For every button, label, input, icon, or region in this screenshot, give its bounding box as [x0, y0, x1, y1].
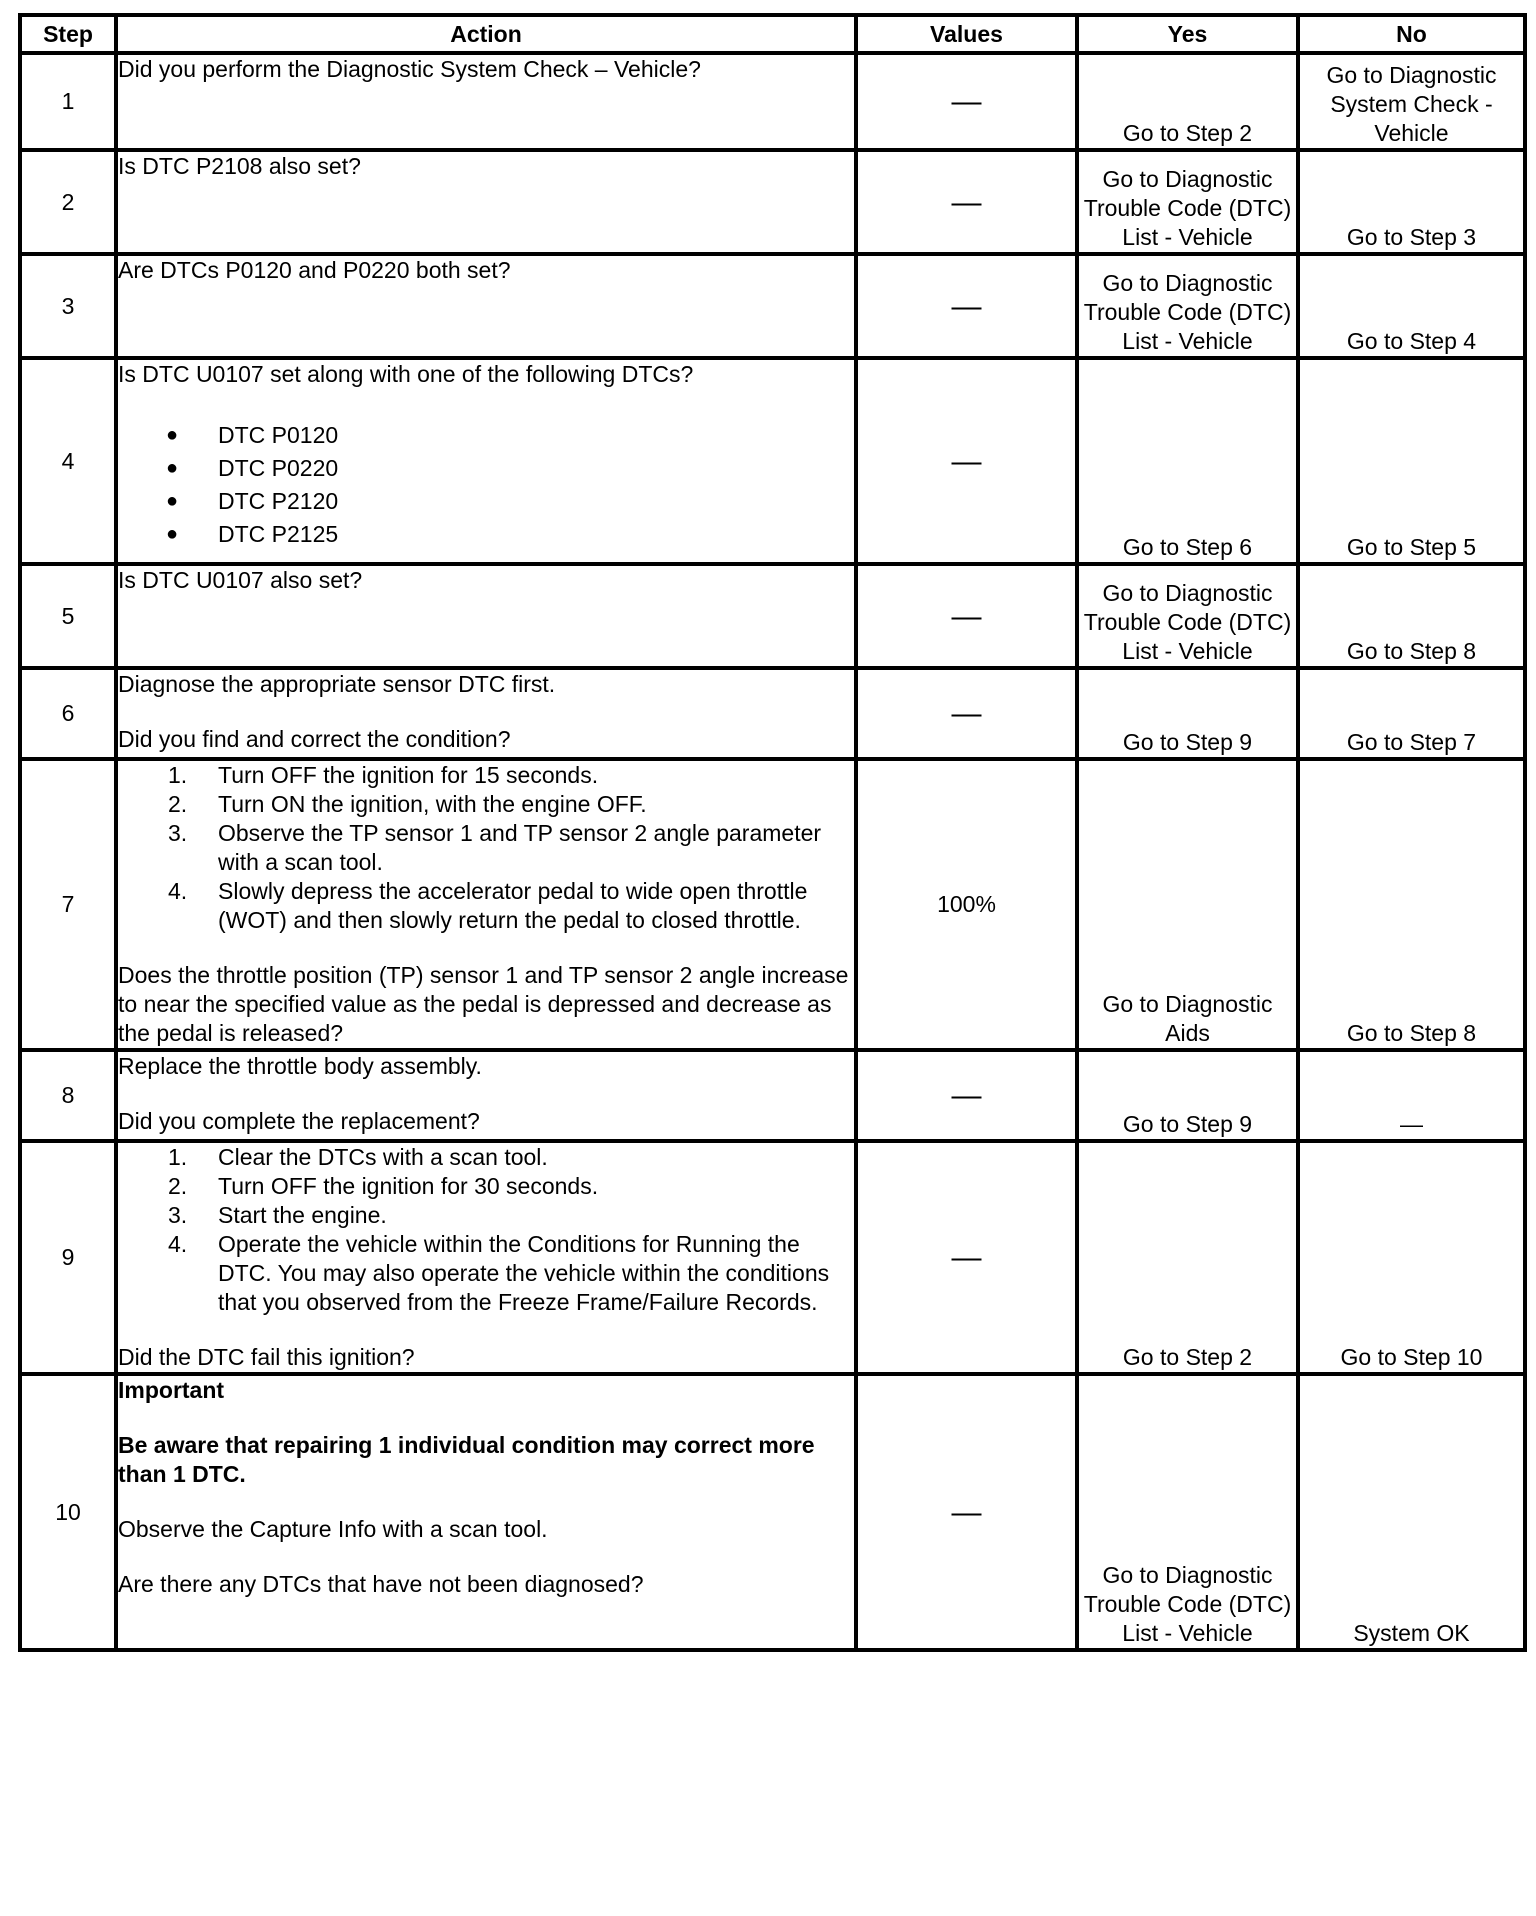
step-number: 3: [20, 254, 116, 358]
values-cell: —: [856, 564, 1077, 668]
header-yes: Yes: [1077, 15, 1298, 53]
procedure-step: Slowly depress the accelerator pedal to wide open throttle (WOT) and then slowly return the pedal to closed throttle.: [218, 878, 808, 933]
procedure-list: [118, 761, 854, 935]
action-question: Did the DTC fail this ignition?: [118, 1344, 415, 1370]
procedure-step: Turn ON the ignition, with the engine OFF.: [218, 791, 647, 817]
action-question: Is DTC U0107 set along with one of the following DTCs?: [118, 361, 694, 387]
yes-cell: Go to Diagnostic Aids: [1077, 759, 1298, 1050]
action-instruction: Replace the throttle body assembly.: [118, 1053, 482, 1079]
no-cell: Go to Step 8: [1298, 564, 1525, 668]
action-instruction: Observe the Capture Info with a scan tool.: [118, 1516, 548, 1542]
action-cell: [116, 759, 856, 1050]
yes-cell: Go to Step 6: [1077, 358, 1298, 564]
step-number: 10: [20, 1374, 116, 1650]
table-row: [20, 668, 1525, 759]
yes-cell: Go to Step 9: [1077, 1050, 1298, 1141]
header-values: Values: [856, 15, 1077, 53]
no-cell: —: [1298, 1050, 1525, 1141]
header-step: Step: [20, 15, 116, 53]
step-number: 6: [20, 668, 116, 759]
yes-cell: Go to Diagnostic Trouble Code (DTC) List - Vehicle: [1077, 150, 1298, 254]
procedure-step: Operate the vehicle within the Conditions for Running the DTC. You may also operate the vehicle within the conditions that you observed from the Freeze Frame/Failure Records.: [218, 1231, 830, 1315]
bullet-icon: ●: [166, 457, 179, 479]
important-note: Be aware that repairing 1 individual condition may correct more than 1 DTC.: [118, 1432, 815, 1487]
step-number: 5: [20, 564, 116, 668]
yes-cell: Go to Step 9: [1077, 668, 1298, 759]
values-cell: —: [856, 1050, 1077, 1141]
step-number: 8: [20, 1050, 116, 1141]
values-cell: —: [856, 150, 1077, 254]
no-cell: Go to Step 4: [1298, 254, 1525, 358]
procedure-step: Observe the TP sensor 1 and TP sensor 2 angle parameter with a scan tool.: [218, 820, 822, 875]
no-cell: Go to Step 7: [1298, 668, 1525, 759]
action-question: Does the throttle position (TP) sensor 1 and TP sensor 2 angle increase to near the specified value as the pedal is depressed and decrease as the pedal is released?: [118, 962, 849, 1046]
list-item: 1. Turn OFF the ignition for 15 seconds.: [168, 762, 599, 788]
table-row: [20, 254, 1525, 358]
no-cell: Go to Diagnostic System Check - Vehicle: [1298, 53, 1525, 150]
dtc-code: DTC P0120: [218, 422, 339, 448]
dtc-code: DTC P0220: [218, 455, 339, 481]
list-item: 2. Turn ON the ignition, with the engine OFF.: [168, 791, 647, 817]
table-row: [20, 564, 1525, 668]
no-cell: Go to Step 5: [1298, 358, 1525, 564]
step-number: 7: [20, 759, 116, 1050]
yes-cell: Go to Diagnostic Trouble Code (DTC) List - Vehicle: [1077, 564, 1298, 668]
header-row: [20, 15, 1525, 53]
action-question: Is DTC P2108 also set?: [118, 153, 361, 179]
list-item: 3. Observe the TP sensor 1 and TP sensor 2 angle parameter with a scan tool.: [168, 820, 822, 875]
action-cell: [116, 1374, 856, 1650]
table-row: [20, 1050, 1525, 1141]
dtc-list: [118, 419, 854, 551]
action-cell: [116, 358, 856, 564]
list-item: 3. Start the engine.: [168, 1202, 387, 1228]
values-cell: —: [856, 1141, 1077, 1374]
action-cell: [116, 668, 856, 759]
bullet-icon: ●: [166, 490, 179, 512]
values-cell: —: [856, 1374, 1077, 1650]
list-item: [118, 419, 854, 452]
procedure-step: Start the engine.: [218, 1202, 387, 1228]
dtc-code: DTC P2120: [218, 488, 339, 514]
values-cell: 100%: [856, 759, 1077, 1050]
yes-cell: Go to Diagnostic Trouble Code (DTC) List - Vehicle: [1077, 254, 1298, 358]
step-number: 9: [20, 1141, 116, 1374]
table-row: [20, 1141, 1525, 1374]
diagnostic-table: [18, 13, 1527, 1652]
action-question: Did you complete the replacement?: [118, 1108, 480, 1134]
no-cell: Go to Step 3: [1298, 150, 1525, 254]
bullet-icon: ●: [166, 424, 179, 446]
no-cell: System OK: [1298, 1374, 1525, 1650]
header-action: Action: [116, 15, 856, 53]
important-heading: Important: [118, 1377, 225, 1403]
values-cell: —: [856, 254, 1077, 358]
action-question: Is DTC U0107 also set?: [118, 567, 363, 593]
action-question: Did you perform the Diagnostic System Check – Vehicle?: [118, 56, 701, 82]
values-cell: —: [856, 53, 1077, 150]
action-question: Are DTCs P0120 and P0220 both set?: [118, 257, 511, 283]
table-row: [20, 150, 1525, 254]
diagnostic-document: [18, 13, 1523, 1652]
header-no: No: [1298, 15, 1525, 53]
procedure-step: Turn OFF the ignition for 30 seconds.: [218, 1173, 599, 1199]
list-item: 1. Clear the DTCs with a scan tool.: [168, 1144, 548, 1170]
yes-cell: Go to Step 2: [1077, 1141, 1298, 1374]
list-item: 2. Turn OFF the ignition for 30 seconds.: [168, 1173, 599, 1199]
action-cell: [116, 1050, 856, 1141]
list-item: [118, 452, 854, 485]
action-cell: [116, 53, 856, 150]
values-cell: —: [856, 358, 1077, 564]
list-item: 4. Slowly depress the accelerator pedal to wide open throttle (WOT) and then slowly return the pedal to closed throttle.: [168, 878, 808, 933]
procedure-step: Turn OFF the ignition for 15 seconds.: [218, 762, 599, 788]
yes-cell: Go to Step 2: [1077, 53, 1298, 150]
procedure-step: Clear the DTCs with a scan tool.: [218, 1144, 548, 1170]
values-cell: —: [856, 668, 1077, 759]
list-item: [118, 485, 854, 518]
action-cell: [116, 254, 856, 358]
table-row: [20, 1374, 1525, 1650]
table-row: [20, 759, 1525, 1050]
step-number: 2: [20, 150, 116, 254]
action-cell: [116, 564, 856, 668]
no-cell: Go to Step 10: [1298, 1141, 1525, 1374]
list-item: 4. Operate the vehicle within the Conditions for Running the DTC. You may also operate the vehicle within the conditions that you observed from the Freeze Frame/Failure Records.: [168, 1231, 830, 1315]
procedure-list: [118, 1143, 854, 1317]
action-question: Did you find and correct the condition?: [118, 726, 511, 752]
table-row: [20, 53, 1525, 150]
action-cell: [116, 1141, 856, 1374]
table-row: [20, 358, 1525, 564]
yes-cell: Go to Diagnostic Trouble Code (DTC) List - Vehicle: [1077, 1374, 1298, 1650]
step-number: 4: [20, 358, 116, 564]
step-number: 1: [20, 53, 116, 150]
dtc-code: DTC P2125: [218, 521, 339, 547]
no-cell: Go to Step 8: [1298, 759, 1525, 1050]
action-cell: [116, 150, 856, 254]
action-instruction: Diagnose the appropriate sensor DTC first.: [118, 671, 556, 697]
list-item: [118, 518, 854, 551]
bullet-icon: ●: [166, 523, 179, 545]
action-question: Are there any DTCs that have not been diagnosed?: [118, 1571, 644, 1597]
